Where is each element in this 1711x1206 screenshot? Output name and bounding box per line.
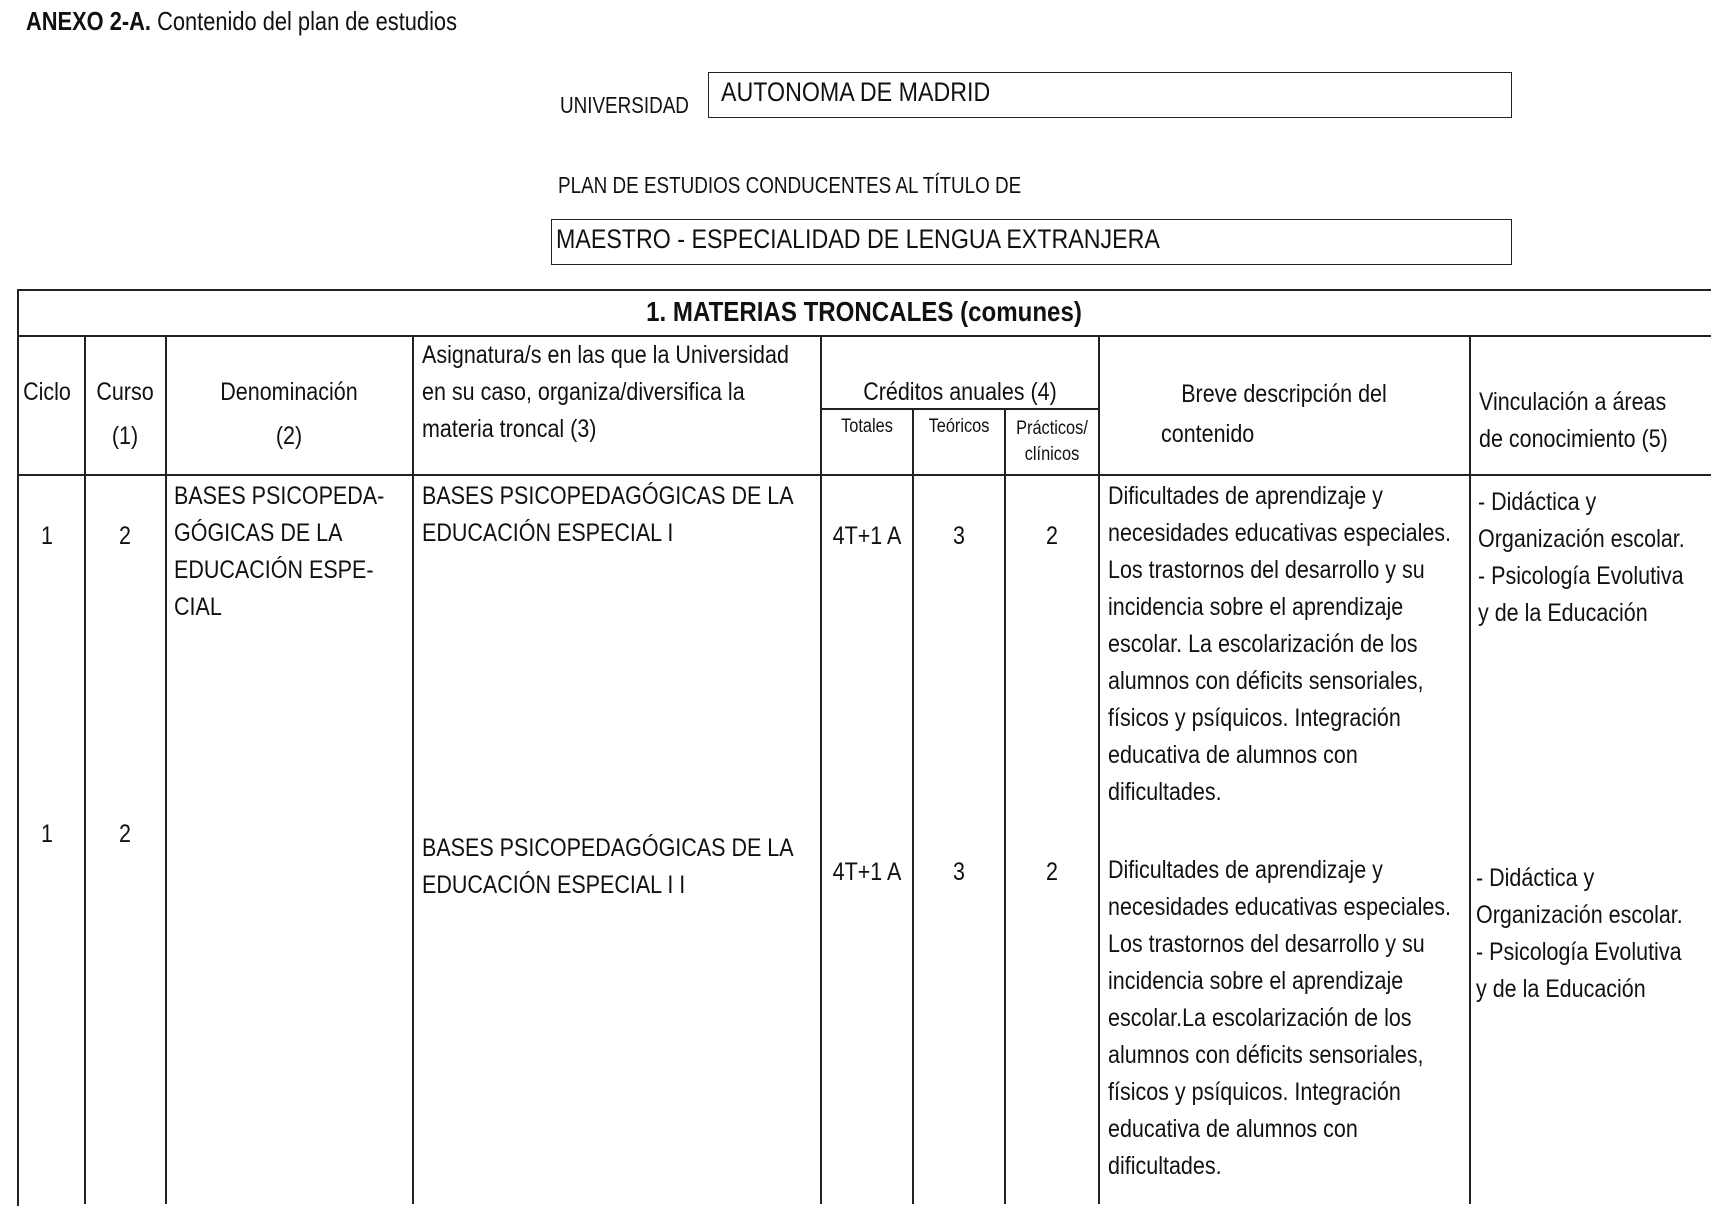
row2-totales: 4T+1 A <box>832 858 902 886</box>
header-denominacion: Denominación <box>220 378 358 406</box>
row2-vinculacion <box>1476 860 1683 1008</box>
row1-descripcion-line: físicos y psíquicos. Integración <box>1108 704 1401 732</box>
row1-asignatura <box>422 478 794 552</box>
row2-curso: 2 <box>119 820 131 848</box>
header-asignatura-line: materia troncal (3) <box>422 415 597 443</box>
col-divider-curso <box>165 335 167 1204</box>
row1-denominacion-line: GÓGICAS DE LA <box>174 519 343 547</box>
row1-denominacion <box>174 478 384 626</box>
university-field <box>708 72 1512 118</box>
header-asignatura-line: Asignatura/s en las que la Universidad <box>422 341 789 369</box>
header-practicos-line: Prácticos/ <box>1016 418 1088 439</box>
row1-vinculacion-line: y de la Educación <box>1478 599 1648 627</box>
col-divider-teoricos <box>1004 408 1006 1204</box>
row1-descripcion-line: educativa de alumnos con <box>1108 741 1358 769</box>
header-totales: Totales <box>841 416 893 437</box>
row2-vinculacion-line: - Psicología Evolutiva <box>1476 938 1682 966</box>
header-denominacion-note: (2) <box>275 422 303 450</box>
row1-descripcion-line: necesidades educativas especiales. <box>1108 519 1452 547</box>
row2-descripcion <box>1108 852 1451 1185</box>
col-divider-descripcion <box>1469 335 1471 1204</box>
header-descripcion-note: contenido <box>1161 420 1255 448</box>
university-value: AUTONOMA DE MADRID <box>721 77 991 107</box>
section-title: 1. MATERIAS TRONCALES (comunes) <box>646 296 1082 327</box>
annex-label: ANEXO 2-A. <box>26 6 152 36</box>
row2-asignatura <box>422 830 794 904</box>
row2-vinculacion-line: - Didáctica y <box>1476 864 1595 892</box>
row2-descripcion-line: dificultades. <box>1108 1152 1222 1180</box>
plan-title-field <box>551 219 1512 265</box>
col-divider-denominacion <box>412 335 414 1204</box>
col-divider-creditos <box>1098 335 1100 1204</box>
row1-totales: 4T+1 A <box>832 522 902 550</box>
row1-descripcion-line: dificultades. <box>1108 778 1222 806</box>
row1-curso: 2 <box>119 522 131 550</box>
row1-asignatura-line: EDUCACIÓN ESPECIAL I <box>422 519 674 547</box>
header-bottom-divider <box>17 474 1711 476</box>
row2-ciclo: 1 <box>41 820 53 848</box>
row1-vinculacion-line: - Psicología Evolutiva <box>1478 562 1684 590</box>
row1-vinculacion <box>1478 484 1685 632</box>
row1-denominacion-line: BASES PSICOPEDA- <box>174 482 385 510</box>
row2-vinculacion-line: y de la Educación <box>1476 975 1646 1003</box>
row1-descripcion-line: Los trastornos del desarrollo y su <box>1108 556 1425 584</box>
row2-descripcion-line: necesidades educativas especiales. <box>1108 893 1452 921</box>
header-ciclo: Ciclo <box>23 378 71 406</box>
row2-descripcion-line: incidencia sobre el aprendizaje <box>1108 967 1404 995</box>
row1-vinculacion-line: Organización escolar. <box>1478 525 1685 553</box>
row2-asignatura-line: BASES PSICOPEDAGÓGICAS DE LA <box>422 834 794 862</box>
header-practicos-line: clínicos <box>1024 444 1080 465</box>
row2-teoricos: 3 <box>953 858 965 886</box>
header-practicos <box>1012 416 1091 468</box>
row1-denominacion-line: CIAL <box>174 593 222 621</box>
row2-descripcion-line: Dificultades de aprendizaje y <box>1108 856 1383 884</box>
annex-heading <box>26 6 457 37</box>
header-vinculacion-line: Vinculación a áreas <box>1479 388 1667 416</box>
plan-title-value: MAESTRO - ESPECIALIDAD DE LENGUA EXTRANJERA <box>556 224 1160 254</box>
title-row-divider <box>17 335 1711 337</box>
annex-title: Contenido del plan de estudios <box>157 6 457 36</box>
row1-practicos: 2 <box>1046 522 1058 550</box>
credits-subheader-divider <box>820 408 1098 410</box>
row1-descripcion <box>1108 478 1451 811</box>
row1-teoricos: 3 <box>953 522 965 550</box>
row1-descripcion-line: Dificultades de aprendizaje y <box>1108 482 1383 510</box>
row2-asignatura-line: EDUCACIÓN ESPECIAL I I <box>422 871 686 899</box>
col-divider-ciclo <box>84 335 86 1204</box>
header-vinculacion <box>1479 384 1668 458</box>
row2-practicos: 2 <box>1046 858 1058 886</box>
row2-vinculacion-line: Organización escolar. <box>1476 901 1683 929</box>
plan-label: PLAN DE ESTUDIOS CONDUCENTES AL TÍTULO DE <box>558 172 1022 198</box>
row1-denominacion-line: EDUCACIÓN ESPE- <box>174 556 374 584</box>
row2-descripcion-line: alumnos con déficits sensoriales, <box>1108 1041 1424 1069</box>
col-divider-asignatura <box>820 335 822 1204</box>
header-curso-note: (1) <box>111 422 139 450</box>
header-curso: Curso <box>96 378 154 406</box>
row2-descripcion-line: físicos y psíquicos. Integración <box>1108 1078 1401 1106</box>
row1-descripcion-line: escolar. La escolarización de los <box>1108 630 1418 658</box>
university-label: UNIVERSIDAD <box>560 92 689 118</box>
header-vinculacion-line: de conocimiento (5) <box>1479 425 1668 453</box>
row2-descripcion-line: Los trastornos del desarrollo y su <box>1108 930 1425 958</box>
header-creditos: Créditos anuales (4) <box>863 378 1057 406</box>
col-divider-totales <box>912 408 914 1204</box>
row2-descripcion-line: escolar.La escolarización de los <box>1108 1004 1412 1032</box>
row1-ciclo: 1 <box>41 522 53 550</box>
header-asignatura <box>422 337 789 448</box>
header-teoricos: Teóricos <box>928 416 990 437</box>
header-asignatura-line: en su caso, organiza/diversifica la <box>422 378 745 406</box>
row1-descripcion-line: alumnos con déficits sensoriales, <box>1108 667 1424 695</box>
row2-descripcion-line: educativa de alumnos con <box>1108 1115 1358 1143</box>
row1-descripcion-line: incidencia sobre el aprendizaje <box>1108 593 1404 621</box>
row1-vinculacion-line: - Didáctica y <box>1478 488 1597 516</box>
header-descripcion: Breve descripción del <box>1181 380 1387 408</box>
row1-asignatura-line: BASES PSICOPEDAGÓGICAS DE LA <box>422 482 794 510</box>
